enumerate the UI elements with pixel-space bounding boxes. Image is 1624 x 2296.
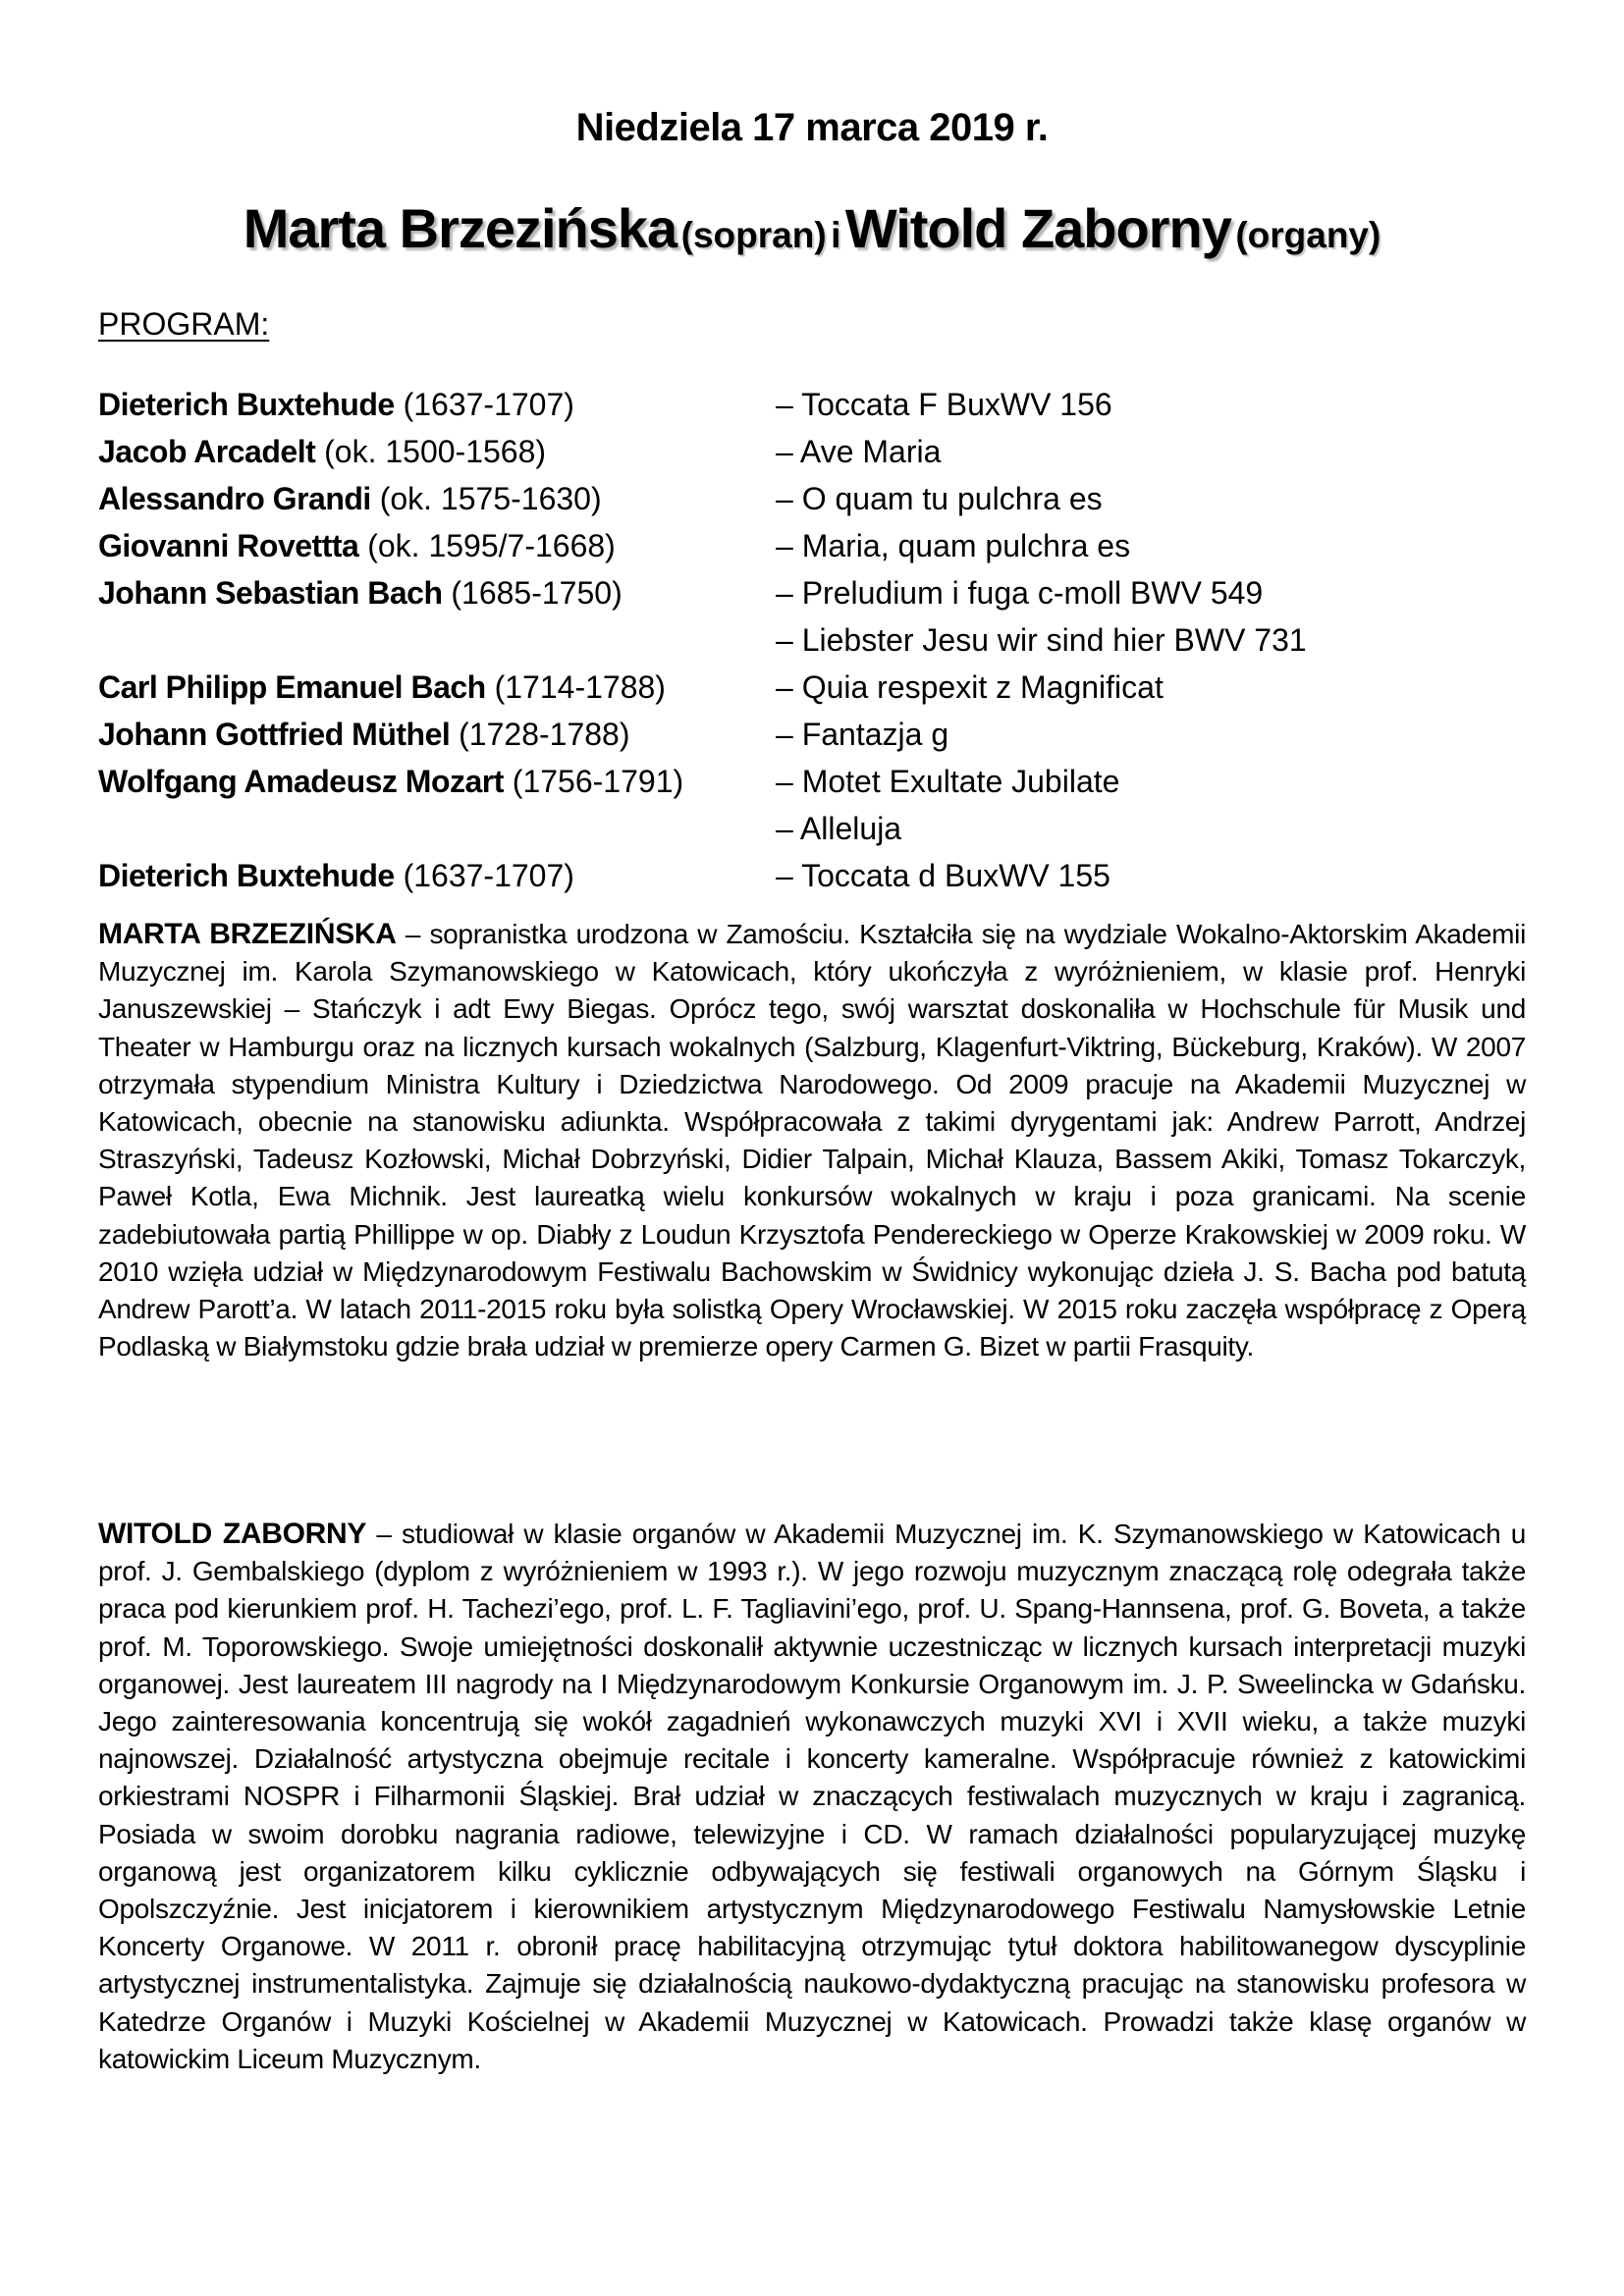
concert-date: Niedziela 17 marca 2019 r.: [575, 106, 1049, 149]
composer-dates: (1714-1788): [494, 669, 666, 705]
program-item: [98, 664, 1526, 711]
program-list: [98, 381, 1526, 899]
composer-name: Jacob Arcadelt: [98, 434, 316, 469]
program-item: [98, 569, 1526, 616]
composer: [98, 758, 776, 805]
composer-dates: (1685-1750): [451, 575, 623, 611]
performer1-role: (sopran): [680, 215, 827, 255]
title-conjunction: i: [831, 215, 841, 255]
composer-name: Johann Sebastian Bach: [98, 575, 443, 611]
composer-name: Giovanni Rovettta: [98, 528, 359, 563]
composer-name: Wolfgang Amadeusz Mozart: [98, 764, 504, 799]
composer-dates: (1756-1791): [512, 764, 684, 799]
work-title: – Maria, quam pulchra es: [776, 528, 1131, 563]
performers-title: [98, 196, 1526, 260]
program-item: [98, 805, 1526, 852]
composer: [98, 711, 776, 758]
program-item: [98, 381, 1526, 428]
program-item: [98, 616, 1526, 664]
work-title: – Liebster Jesu wir sind hier BWV 731: [776, 622, 1307, 658]
bio-name: MARTA BRZEZIŃSKA: [98, 918, 397, 950]
performer2-name: Witold Zaborny: [844, 197, 1231, 259]
composer-name: Dieterich Buxtehude: [98, 387, 395, 422]
composer-dates: (1637-1707): [403, 387, 574, 422]
performer1-name: Marta Brzezińska: [243, 197, 677, 259]
composer: [98, 569, 776, 616]
composer: [98, 852, 776, 899]
composer-name: Johann Gottfried Müthel: [98, 717, 451, 752]
work-title: – Toccata d BuxWV 155: [776, 858, 1110, 893]
program-item: [98, 852, 1526, 899]
composer: [98, 381, 776, 428]
performer2-role: (organy): [1235, 215, 1381, 255]
composer: [98, 805, 776, 852]
bio-witold-zaborny: [98, 1516, 1526, 2078]
work-title: – Preludium i fuga c-moll BWV 549: [776, 575, 1264, 611]
composer-name: Dieterich Buxtehude: [98, 858, 395, 893]
composer: [98, 475, 776, 522]
program-heading: PROGRAM:: [98, 306, 270, 342]
composer-dates: (ok. 1500-1568): [324, 434, 547, 469]
work-title: – Ave Maria: [776, 434, 942, 469]
composer: [98, 664, 776, 711]
work-title: – Motet Exultate Jubilate: [776, 764, 1120, 799]
work-title: – Quia respexit z Magnificat: [776, 669, 1164, 705]
bio-text: – sopranistka urodzona w Zamościu. Kształciła się na wydziale Wokalno-Aktorskim Akademii Muzycznej im. Karola Szymanowskiego w Katowicach, który ukończyła z wyróżnieniem, w klasie prof. Henryki Januszewskiej – Stańczyk i adt Ewy Biegas. Oprócz tego, swój warsztat doskonaliła w Hochschule für Musik und Theater w Hamburgu oraz na licznych kursach wokalnych (Salzburg, Klagenfurt-Viktring, Bückeburg, Kraków). W 2007 otrzymała stypendium Ministra Kultury i Dziedzictwa Narodowego. Od 2009 pracuje na Akademii Muzycznej w Katowicach, obecnie na stanowisku adiunkta. Współpracowała z takimi dyrygentami jak: Andrew Parrott, Andrzej Straszyński, Tadeusz Kozłowski, Michał Dobrzyński, Didier Talpain, Michał Klauza, Bassem Akiki, Tomasz Tokarczyk, Paweł Kotla, Ewa Michnik. Jest laureatką wielu konkursów wokalnych w kraju i poza granicami. Na scenie zadebiutowała partią Phillippe w op. Diabły z Loudun Krzysztofa Pendereckiego w Operze Krakowskiej w 2009 roku. W 2010 wzięła udział w Międzynarodowym Festiwalu Bachowskim w Świdnicy wykonując dzieła J. S. Bacha pod batutą Andrew Parott’a. W latach 2011-2015 roku była solistką Opery Wrocławskiej. W 2015 roku zaczęła współpracę z Operą Podlaską w Białymstoku gdzie brała udział w premierze opery Carmen G. Bizet w partii Frasquity.: [98, 919, 1526, 1362]
bio-marta-brzezinska: [98, 916, 1526, 1365]
composer: [98, 428, 776, 475]
work-title: – Toccata F BuxWV 156: [776, 387, 1112, 422]
composer: [98, 522, 776, 569]
program-item: [98, 711, 1526, 758]
composer-dates: (ok. 1595/7-1668): [367, 528, 616, 563]
program-item: [98, 522, 1526, 569]
work-title: – Alleluja: [776, 811, 902, 846]
program-item: [98, 428, 1526, 475]
program-item: [98, 475, 1526, 522]
composer-dates: (1637-1707): [403, 858, 574, 893]
composer: [98, 616, 776, 664]
composer-name: Alessandro Grandi: [98, 481, 371, 516]
program-item: [98, 758, 1526, 805]
composer-dates: (1728-1788): [459, 717, 630, 752]
bio-text: – studiował w klasie organów w Akademii Muzycznej im. K. Szymanowskiego w Katowicach u prof. J. Gembalskiego (dyplom z wyróżnieniem w 1993 r.). W jego rozwoju muzycznym znaczącą rolę odegrała także praca pod kierunkiem prof. H. Tachezi’ego, prof. L. F. Tagliavini’ego, prof. U. Spang-Hannsena, prof. G. Boveta, a także prof. M. Toporowskiego. Swoje umiejętności doskonalił aktywnie uczestnicząc w licznych kursach interpretacji muzyki organowej. Jest laureatem III nagrody na I Międzynarodowym Konkursie Organowym im. J. P. Sweelincka w Gdańsku. Jego zainteresowania koncentrują się wokół zagadnień wykonawczych muzyki XVI i XVII wieku, a także muzyki najnowszej. Działalność artystyczna obejmuje recitale i koncerty kameralne. Współpracuje również z katowickimi orkiestrami NOSPR i Filharmonii Śląskiej. Brał udział w znaczących festiwalach muzycznych w kraju i zagranicą. Posiada w swoim dorobku nagrania radiowe, telewizyjne i CD. W ramach działalności popularyzującej muzykę organową jest organizatorem kilku cyklicznie odbywających się festiwali organowych na Górnym Śląsku i Opolszczyźnie. Jest inicjatorem i kierownikiem artystycznym Międzynarodowego Festiwalu Namysłowskie Letnie Koncerty Organowe. W 2011 r. obronił pracę habilitacyjną otrzymując tytuł doktora habilitowanegow dyscyplinie artystycznej instrumentalistyka. Zajmuje się działalnością naukowo-dydaktyczną pracując na stanowisku profesora w Katedrze Organów i Muzyki Kościelnej w Akademii Muzycznej w Katowicach. Prowadzi także klasę organów w katowickim Liceum Muzycznym.: [98, 1519, 1526, 2074]
composer-name: Carl Philipp Emanuel Bach: [98, 669, 486, 705]
work-title: – Fantazja g: [776, 717, 949, 752]
composer-dates: (ok. 1575-1630): [379, 481, 602, 516]
work-title: – O quam tu pulchra es: [776, 481, 1103, 516]
bio-name: WITOLD ZABORNY: [98, 1518, 367, 1550]
